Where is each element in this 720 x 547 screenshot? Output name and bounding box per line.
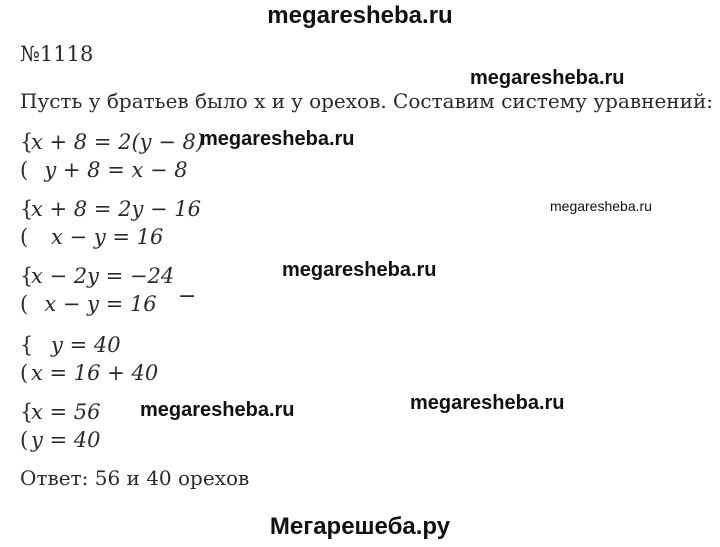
equation: x + 8 = 2(y − 8) [31,130,205,154]
equation: y = 40 [31,333,121,357]
problem-number: №1118 [20,42,94,66]
brace: { ( [20,264,34,316]
problem-intro: Пусть у братьев было x и y орехов. Составим систему уравнений: [20,89,714,113]
equation-system-3 [20,262,174,318]
equation: x + 8 = 2y − 16 [31,197,201,221]
site-header: megaresheba.ru [267,2,453,29]
equation: x − y = 16 [31,292,157,316]
watermark: megaresheba.ru [550,198,652,214]
equation: x − 2y = −24 [31,264,175,288]
watermark: megaresheba.ru [282,259,437,281]
watermark: megaresheba.ru [470,67,625,89]
equation-system-4 [20,331,158,387]
equation: y = 40 [31,428,101,452]
equation-system-1 [20,128,204,184]
equation-system-2 [20,195,201,251]
brace: { ( [20,130,34,182]
equation: x = 56 [31,400,101,424]
equation: x = 16 + 40 [31,361,159,385]
equation: x − y = 16 [31,225,164,249]
answer: Ответ: 56 и 40 орехов [20,466,250,490]
equation: y + 8 = x − 8 [31,158,188,182]
brace: { ( [20,333,34,385]
brace: { ( [20,400,34,452]
watermark: megaresheba.ru [410,392,565,414]
equation-system-5 [20,398,101,454]
watermark: megaresheba.ru [140,399,295,421]
subtract-operator: − [178,284,197,309]
brace: { ( [20,197,34,249]
watermark: megaresheba.ru [200,128,355,150]
site-footer: Мегарешеба.ру [269,513,451,540]
